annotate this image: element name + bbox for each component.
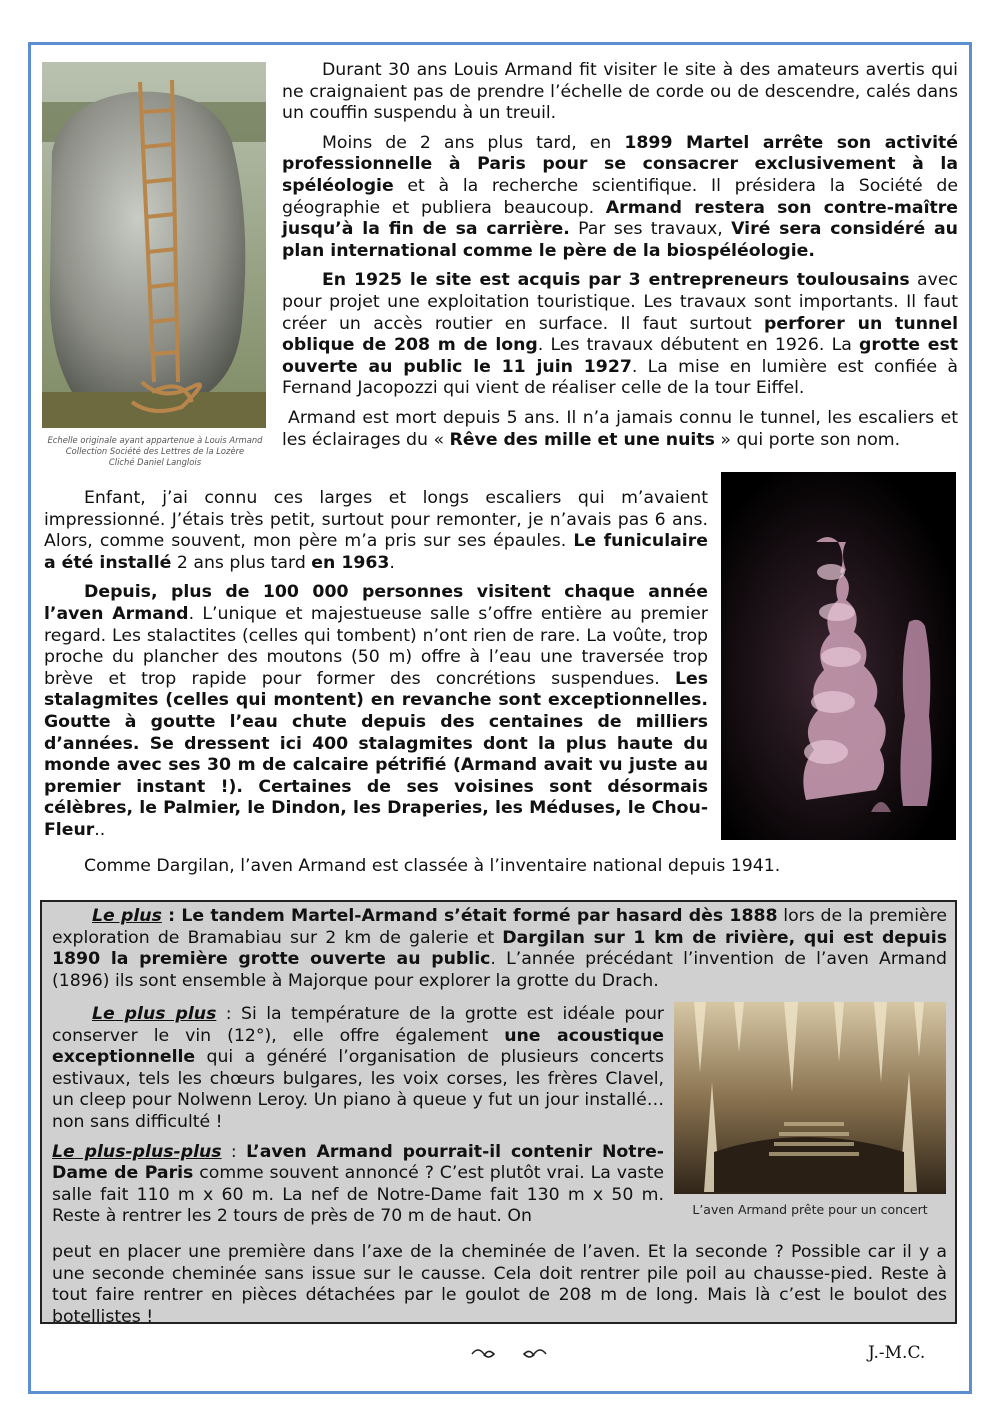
paragraph-1: Durant 30 ans Louis Armand fit visiter le site à des amateurs avertis qui ne craignaient pas de prendre l’échelle de corde ou de descendre, calés dans un couffin suspendu à un treuil. (282, 60, 958, 124)
le-plus-heading: Le plus (92, 906, 162, 926)
le-plus-section: Le plus : Le tandem Martel-Armand s’était formé par hasard dès 1888 lors de la première exploration de Bramabiau sur 2 km de galerie et Dargilan sur 1 km de rivière, qui est depuis 1890 la première grotte ouverte au public. L’année précédant l’invention de l’aven Armand (1896) ils sont ensemble à Majorque pour explorer la grotte du Drach. (52, 906, 948, 991)
ladder-photo-caption: Echelle originale ayant appartenue à Louis Armand Collection Société des Lettres de la Lozère Cliché Daniel Langlois (47, 435, 263, 467)
le-plus-plus-plus-heading: Le plus-plus-plus (52, 1141, 222, 1162)
upper-text-column (282, 60, 958, 459)
signature: J.-M.C. (868, 1343, 926, 1363)
middle-text-column (44, 488, 708, 850)
paragraph-2: Moins de 2 ans plus tard, en 1899 Martel arrête son activité professionnelle à Paris pour se consacrer exclusivement à la spéléologie et à la recherche scientifique. Il présidera la Société de géographie et publiera beaucoup. Armand restera son contre-maître jusqu’à la fin de sa carrière. Par ses travaux, Viré sera considéré au plan international comme le père de la biospéléologie. (282, 132, 959, 261)
paragraph-7: Comme Dargilan, l’aven Armand est classée à l’inventaire national depuis 1941. (84, 856, 781, 876)
le-plus-plus-heading: Le plus plus (92, 1004, 217, 1024)
le-plus-plus-plus-continuation: peut en placer une première dans l’axe de la cheminée de l’aven. Et la seconde ? Possible car il y a une seconde cheminée sans issue sur le causse. Cela doit rentrer pile poil au chausse-pied. Reste à tout faire rentrer en pièces détachées par le goulot de 208 m de long. Mais là c’est le boulot des botellistes ! (52, 1242, 947, 1327)
concert-photo-caption: L’aven Armand prête pour un concert (692, 1202, 928, 1217)
paragraph-4: Armand est mort depuis 5 ans. Il n’a jamais connu le tunnel, les escaliers et les éclairages du « Rêve des mille et une nuits » qui porte son nom. (282, 407, 958, 450)
concert-photo (674, 1002, 946, 1194)
ladder-photo (42, 62, 266, 428)
le-plus-box (40, 900, 957, 1327)
ornament-icon (468, 1342, 558, 1364)
stalagmite-photo (721, 472, 956, 840)
paragraph-3: En 1925 le site est acquis par 3 entrepreneurs toulousains avec pour projet une exploitation touristique. Les travaux sont importants. Il faut créer un accès routier en surface. Il faut surtout perforer un tunnel oblique de 208 m de long. Les travaux débutent en 1926. La grotte est ouverte au public le 11 juin 1927. La mise en lumière est confiée à Fernand Jacopozzi qui vient de réaliser celle de la tour Eiffel. (282, 270, 959, 399)
paragraph-5: Enfant, j’ai connu ces larges et longs escaliers qui m’avaient impressionné. J’étais très petit, surtout pour remonter, je n’avais pas 6 ans. Alors, comme souvent, mon père m’a pris sur ses épaules. Le funiculaire a été installé 2 ans plus tard en 1963. (44, 488, 708, 573)
le-plus-plus-section: Le plus plus : Si la température de la grotte est idéale pour conserver le vin (12°), elle offre également une acoustique exceptionnelle qui a généré l’organisation de plusieurs concerts estivaux, tels les chœurs bulgares, les voix corses, les frères Clavel, un cleep pour Nolwenn Leroy. Un piano à queue y fut un jour installé…non sans difficulté ! Le plus-plus-plus : L’aven Armand pourrait-il contenir Notre-Dame de Paris comme souvent annoncé ? C’est plutôt vrai. La vaste salle fait 110 m x 60 m. La nef de Notre-Dame fait 130 m x 50 m. Reste à rentrer les 2 tours de près de 70 m de haut. On (52, 1004, 665, 1227)
paragraph-6: Depuis, plus de 100 000 personnes visitent chaque année l’aven Armand. L’unique et majestueuse salle s’offre entière au premier regard. Les stalactites (celles qui tombent) n’ont rien de rare. La voûte, trop proche du plancher des moutons (50 m) offre à l’eau une traversée trop brève et trop rapide pour former des concrétions suspendues. Les stalagmites (celles qui montent) en revanche sont exceptionnelles. Goutte à goutte l’eau chute depuis des centaines de milliers d’années. Se dressent ici 400 stalagmites dont la plus haute du monde avec ses 30 m de calcaire pétrifié (Armand avait vu juste au premier instant !). Certaines de ses voisines sont désormais célèbres, le Palmier, le Dindon, les Draperies, les Méduses, le Chou-Fleur.. (44, 582, 709, 840)
